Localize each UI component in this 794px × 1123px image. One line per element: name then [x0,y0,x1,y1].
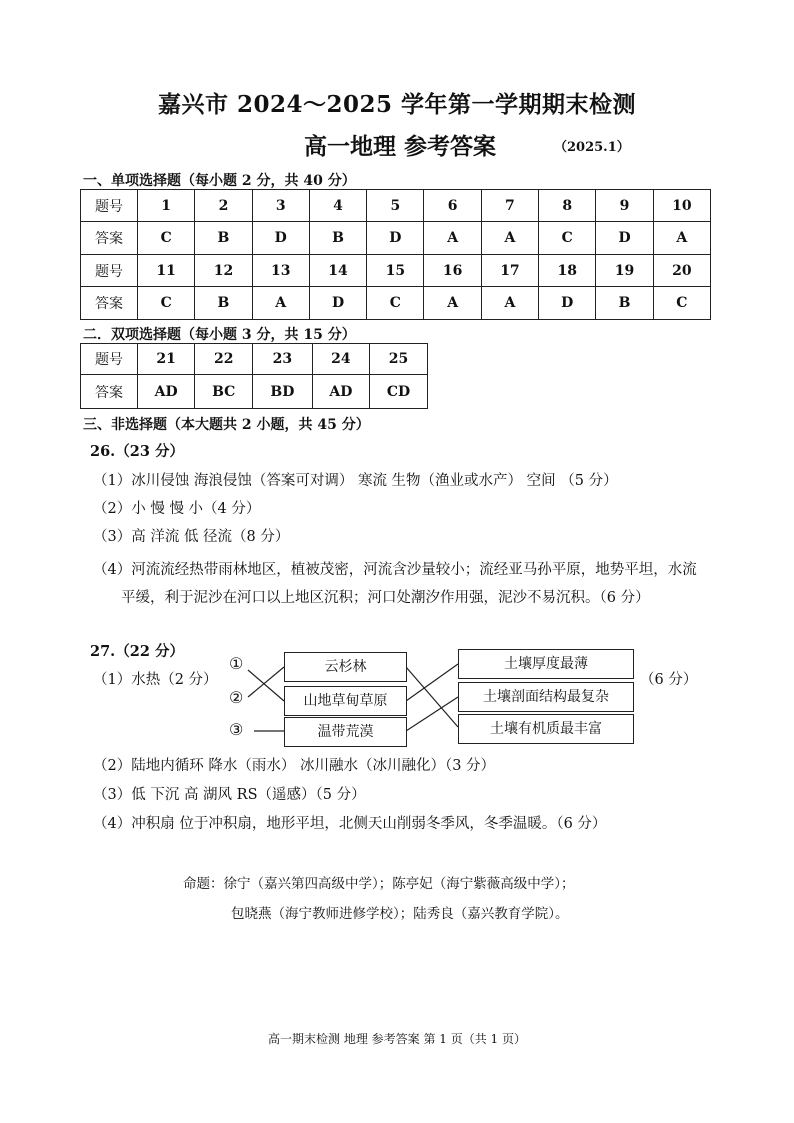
question-number-cell: 3 [252,190,309,222]
row-header-answer: 答案 [81,287,138,320]
question-number-cell: 1 [138,190,195,222]
question-number-cell: 19 [596,255,653,287]
answer-cell: AD [312,375,369,409]
question-number-cell: 23 [253,344,313,375]
answer-cell: C [138,222,195,255]
q27-part3: （3）低 下沉 高 湖风 RS（遥感）（5 分） [93,787,366,803]
exam-date: （2025.1） [554,140,630,155]
circle-label-3: ③ [229,720,244,739]
credits-line1: 命题：徐宁（嘉兴第四高级中学）；陈亭妃（海宁紫薇高级中学）； [183,876,575,892]
question-number-cell: 18 [539,255,596,287]
circle-label-1: ① [229,654,244,673]
section1-heading: 一、单项选择题（每小题 2 分，共 40 分） [83,173,356,189]
answer-cell: A [424,287,481,320]
q26-label: 26.（23 分） [90,443,184,460]
answer-cell: D [539,287,596,320]
q27-part4: （4）冲积扇 位于冲积扇，地形平坦，北侧天山削弱冬季风，冬季温暖。（6 分） [93,816,607,832]
q27-label: 27.（22 分） [90,643,184,660]
soil-box-2: 土壤剖面结构最复杂 [458,682,634,712]
answer-cell: A [653,222,710,255]
answer-cell: BD [253,375,313,409]
question-number-cell: 11 [138,255,195,287]
circle-label-2: ② [229,688,244,707]
row-header-answer: 答案 [81,222,138,255]
row-header-question: 题号 [81,190,138,222]
question-number-cell: 17 [481,255,538,287]
soil-box-3: 土壤有机质最丰富 [458,714,634,744]
q27-part2: （2）陆地内循环 降水（雨水） 冰川融水（冰川融化）（3 分） [93,758,496,774]
answer-cell: AD [138,375,195,409]
row-header-question: 题号 [81,255,138,287]
answer-cell: B [195,222,252,255]
row-header-answer: 答案 [81,375,138,409]
question-number-cell: 8 [539,190,596,222]
answer-cell: CD [370,375,428,409]
answer-cell: A [481,222,538,255]
question-number-cell: 20 [653,255,710,287]
credits-line2: 包晓燕（海宁教师进修学校）；陆秀良（嘉兴教育学院）。 [231,906,569,922]
question-number-cell: 7 [481,190,538,222]
vegetation-box-2: 山地草甸草原 [284,686,407,716]
answer-cell: BC [195,375,253,409]
question-number-cell: 4 [309,190,366,222]
question-number-cell: 21 [138,344,195,375]
answer-cell: B [195,287,252,320]
section3-heading: 三、非选择题（本大题共 2 小题，共 45 分） [83,417,370,433]
matching-score: （6 分） [640,672,698,688]
answer-cell: B [309,222,366,255]
q26-part4-text: （4）河流流经热带雨林地区，植被茂密，河流含沙量较小；流经亚马孙平原，地势平坦，水流平缓，利于泥沙在河口以上地区沉积；河口处潮汐作用强，泥沙不易沉积。（6 分） [93,562,697,606]
q26-part2: （2）小 慢 慢 小（4 分） [93,501,261,517]
question-number-cell: 25 [370,344,428,375]
answer-cell: D [309,287,366,320]
question-number-cell: 2 [195,190,252,222]
answer-cell: A [424,222,481,255]
answer-cell: A [481,287,538,320]
answer-cell: D [252,222,309,255]
question-number-cell: 16 [424,255,481,287]
question-number-cell: 9 [596,190,653,222]
soil-box-1: 土壤厚度最薄 [458,649,634,679]
q27-part1: （1）水热（2 分） [93,672,218,688]
answer-cell: C [653,287,710,320]
question-number-cell: 13 [252,255,309,287]
question-number-cell: 22 [195,344,253,375]
line-box2-right1 [406,664,458,701]
question-number-cell: 15 [367,255,424,287]
answer-cell: C [138,287,195,320]
q26-part3: （3）高 洋流 低 径流（8 分） [93,529,290,545]
line-box1-right3 [406,667,458,727]
question-number-cell: 10 [653,190,710,222]
answer-cell: D [596,222,653,255]
answer-cell: A [252,287,309,320]
answer-cell: C [367,287,424,320]
page-footer: 高一期末检测 地理 参考答案 第 1 页（共 1 页） [268,1032,526,1046]
question-number-cell: 12 [195,255,252,287]
answer-cell: B [596,287,653,320]
section2-heading: 二．双项选择题（每小题 3 分，共 15 分） [83,327,356,343]
question-number-cell: 5 [367,190,424,222]
question-number-cell: 6 [424,190,481,222]
vegetation-box-3: 温带荒漠 [284,717,407,747]
line-box3-right2 [406,697,458,731]
row-header-question: 题号 [81,344,138,375]
page-subtitle: 高一地理 参考答案 [304,133,497,160]
page-title: 嘉兴市 2024～2025 学年第一学期期末检测 [157,91,637,118]
answer-cell: D [367,222,424,255]
vegetation-box-1: 云杉林 [284,652,407,682]
q26-part1: （1）冰川侵蚀 海浪侵蚀（答案可对调） 寒流 生物（渔业或水产） 空间 （5 分） [93,473,618,489]
question-number-cell: 24 [312,344,369,375]
line-circle1-box2 [248,670,284,701]
answer-cell: C [539,222,596,255]
question-number-cell: 14 [309,255,366,287]
line-circle2-box1 [248,667,284,697]
